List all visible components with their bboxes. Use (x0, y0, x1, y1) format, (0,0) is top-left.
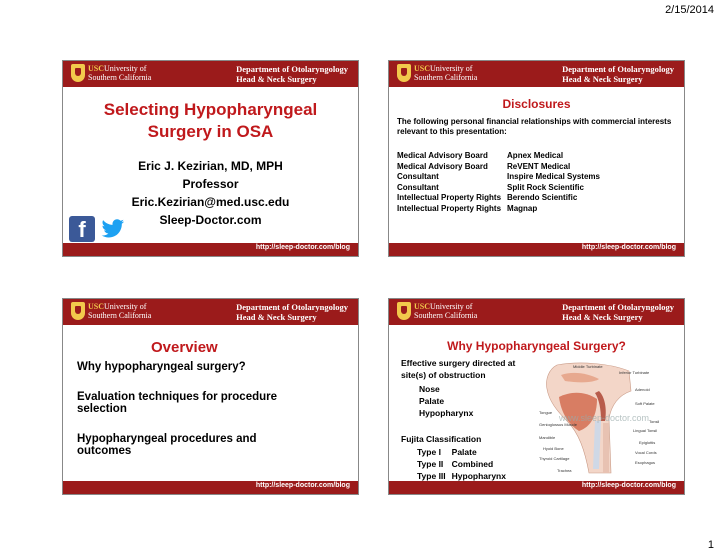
author-email: Eric.Kezirian@med.usc.edu (131, 195, 290, 209)
svg-text:Soft Palate: Soft Palate (635, 401, 655, 406)
svg-text:Lingual Tonsil: Lingual Tonsil (633, 428, 658, 433)
svg-text:Tonsil: Tonsil (649, 419, 660, 424)
usc-seal-icon (397, 302, 411, 320)
lead-text: Effective surgery directed at site(s) of obstruction (401, 358, 516, 380)
usc-logo: USCUniversity of Southern California (397, 64, 477, 82)
page-number: 1 (707, 539, 714, 551)
list-item: Evaluation techniques for procedure selection (77, 391, 278, 415)
svg-text:Mandible: Mandible (539, 435, 556, 440)
facebook-icon: f (69, 216, 95, 242)
usc-seal-icon (397, 64, 411, 82)
slide-2-thumbnail (388, 60, 685, 257)
footer-url: http://sleep-doctor.com/blog (255, 244, 350, 251)
table-row: Type I Palate (417, 447, 477, 457)
obstruction-sites (419, 383, 473, 419)
list-item: Why hypopharyngeal surgery? (77, 361, 246, 373)
footer-url: http://sleep-doctor.com/blog (255, 482, 350, 489)
slide-title: Why Hypopharyngeal Surgery? (447, 339, 626, 353)
table-row: Type III Hypopharynx (417, 471, 506, 481)
slide-footer (63, 243, 358, 256)
department-name: Department of Otolaryngology Head & Neck Surgery (562, 302, 674, 322)
table-row: Intellectual Property Rights Berendo Scientific (397, 193, 578, 202)
slide-1-thumbnail (62, 60, 359, 257)
svg-text:Vocal Cords: Vocal Cords (635, 450, 657, 455)
list-item: Hypopharyngeal procedures and outcomes (77, 433, 257, 457)
slide-title: Selecting Hypopharyngeal Surgery in OSA (103, 100, 318, 141)
svg-text:Tongue: Tongue (539, 410, 553, 415)
svg-text:Hyoid Bone: Hyoid Bone (543, 446, 564, 451)
document-date: 2/15/2014 (665, 4, 714, 16)
author-role: Professor (182, 177, 239, 191)
usc-seal-icon (71, 64, 85, 82)
svg-text:Thyroid Cartilage: Thyroid Cartilage (539, 456, 570, 461)
department-name: Department of Otolaryngology Head & Neck Surgery (236, 302, 348, 322)
slide-footer (63, 481, 358, 494)
airway-anatomy-illustration (539, 361, 671, 477)
slide-title: Disclosures (502, 97, 571, 111)
usc-logo: USCUniversity of Southern California (397, 302, 477, 320)
svg-text:Middle Turbinate: Middle Turbinate (573, 364, 603, 369)
slide-header (389, 299, 684, 325)
slide-footer (389, 243, 684, 256)
watermark-text: www.sleep-doctor.com (559, 413, 650, 423)
disclosure-intro: The following personal financial relationships with commercial interests relevant to this presentation: (397, 117, 672, 136)
usc-logo: USCUniversity of Southern California (71, 64, 151, 82)
footer-url: http://sleep-doctor.com/blog (581, 244, 676, 251)
list-item: Nose (419, 384, 440, 394)
table-row: Medical Advisory Board Apnex Medical (397, 151, 564, 160)
svg-text:Esophagus: Esophagus (635, 460, 656, 465)
svg-text:Adenoid: Adenoid (635, 387, 650, 392)
disclosure-table (397, 151, 602, 214)
svg-text:Epiglottis: Epiglottis (639, 440, 656, 445)
table-row: Consultant Inspire Medical Systems (397, 172, 600, 181)
slide-header (63, 299, 358, 325)
slide-header (63, 61, 358, 87)
author-website: Sleep-Doctor.com (159, 213, 262, 227)
svg-text:Trachea: Trachea (557, 468, 572, 473)
slide-footer (389, 481, 684, 494)
slide-4-thumbnail (388, 298, 685, 495)
department-name: Department of Otolaryngology Head & Neck Surgery (236, 64, 348, 84)
slide-3-thumbnail (62, 298, 359, 495)
slide-title: Overview (151, 339, 218, 356)
list-item: Palate (419, 396, 445, 406)
table-row: Type II Combined (417, 459, 494, 469)
table-row: Medical Advisory Board ReVENT Medical (397, 161, 571, 171)
twitter-icon (101, 219, 125, 239)
footer-url: http://sleep-doctor.com/blog (581, 482, 676, 489)
usc-seal-icon (71, 302, 85, 320)
slide-header (389, 61, 684, 87)
classification-title: Fujita Classification (401, 434, 482, 444)
usc-logo: USCUniversity of Southern California (71, 302, 151, 320)
svg-text:Inferior Turbinate: Inferior Turbinate (619, 370, 650, 375)
table-row: Intellectual Property Rights Magnap (397, 203, 538, 213)
fujita-table (417, 446, 512, 482)
department-name: Department of Otolaryngology Head & Neck Surgery (562, 64, 674, 84)
author-name: Eric J. Kezirian, MD, MPH (138, 159, 283, 173)
table-row: Consultant Split Rock Scientific (397, 182, 584, 192)
list-item: Hypopharynx (419, 408, 474, 418)
svg-text:Genioglossus Muscle: Genioglossus Muscle (539, 422, 578, 427)
